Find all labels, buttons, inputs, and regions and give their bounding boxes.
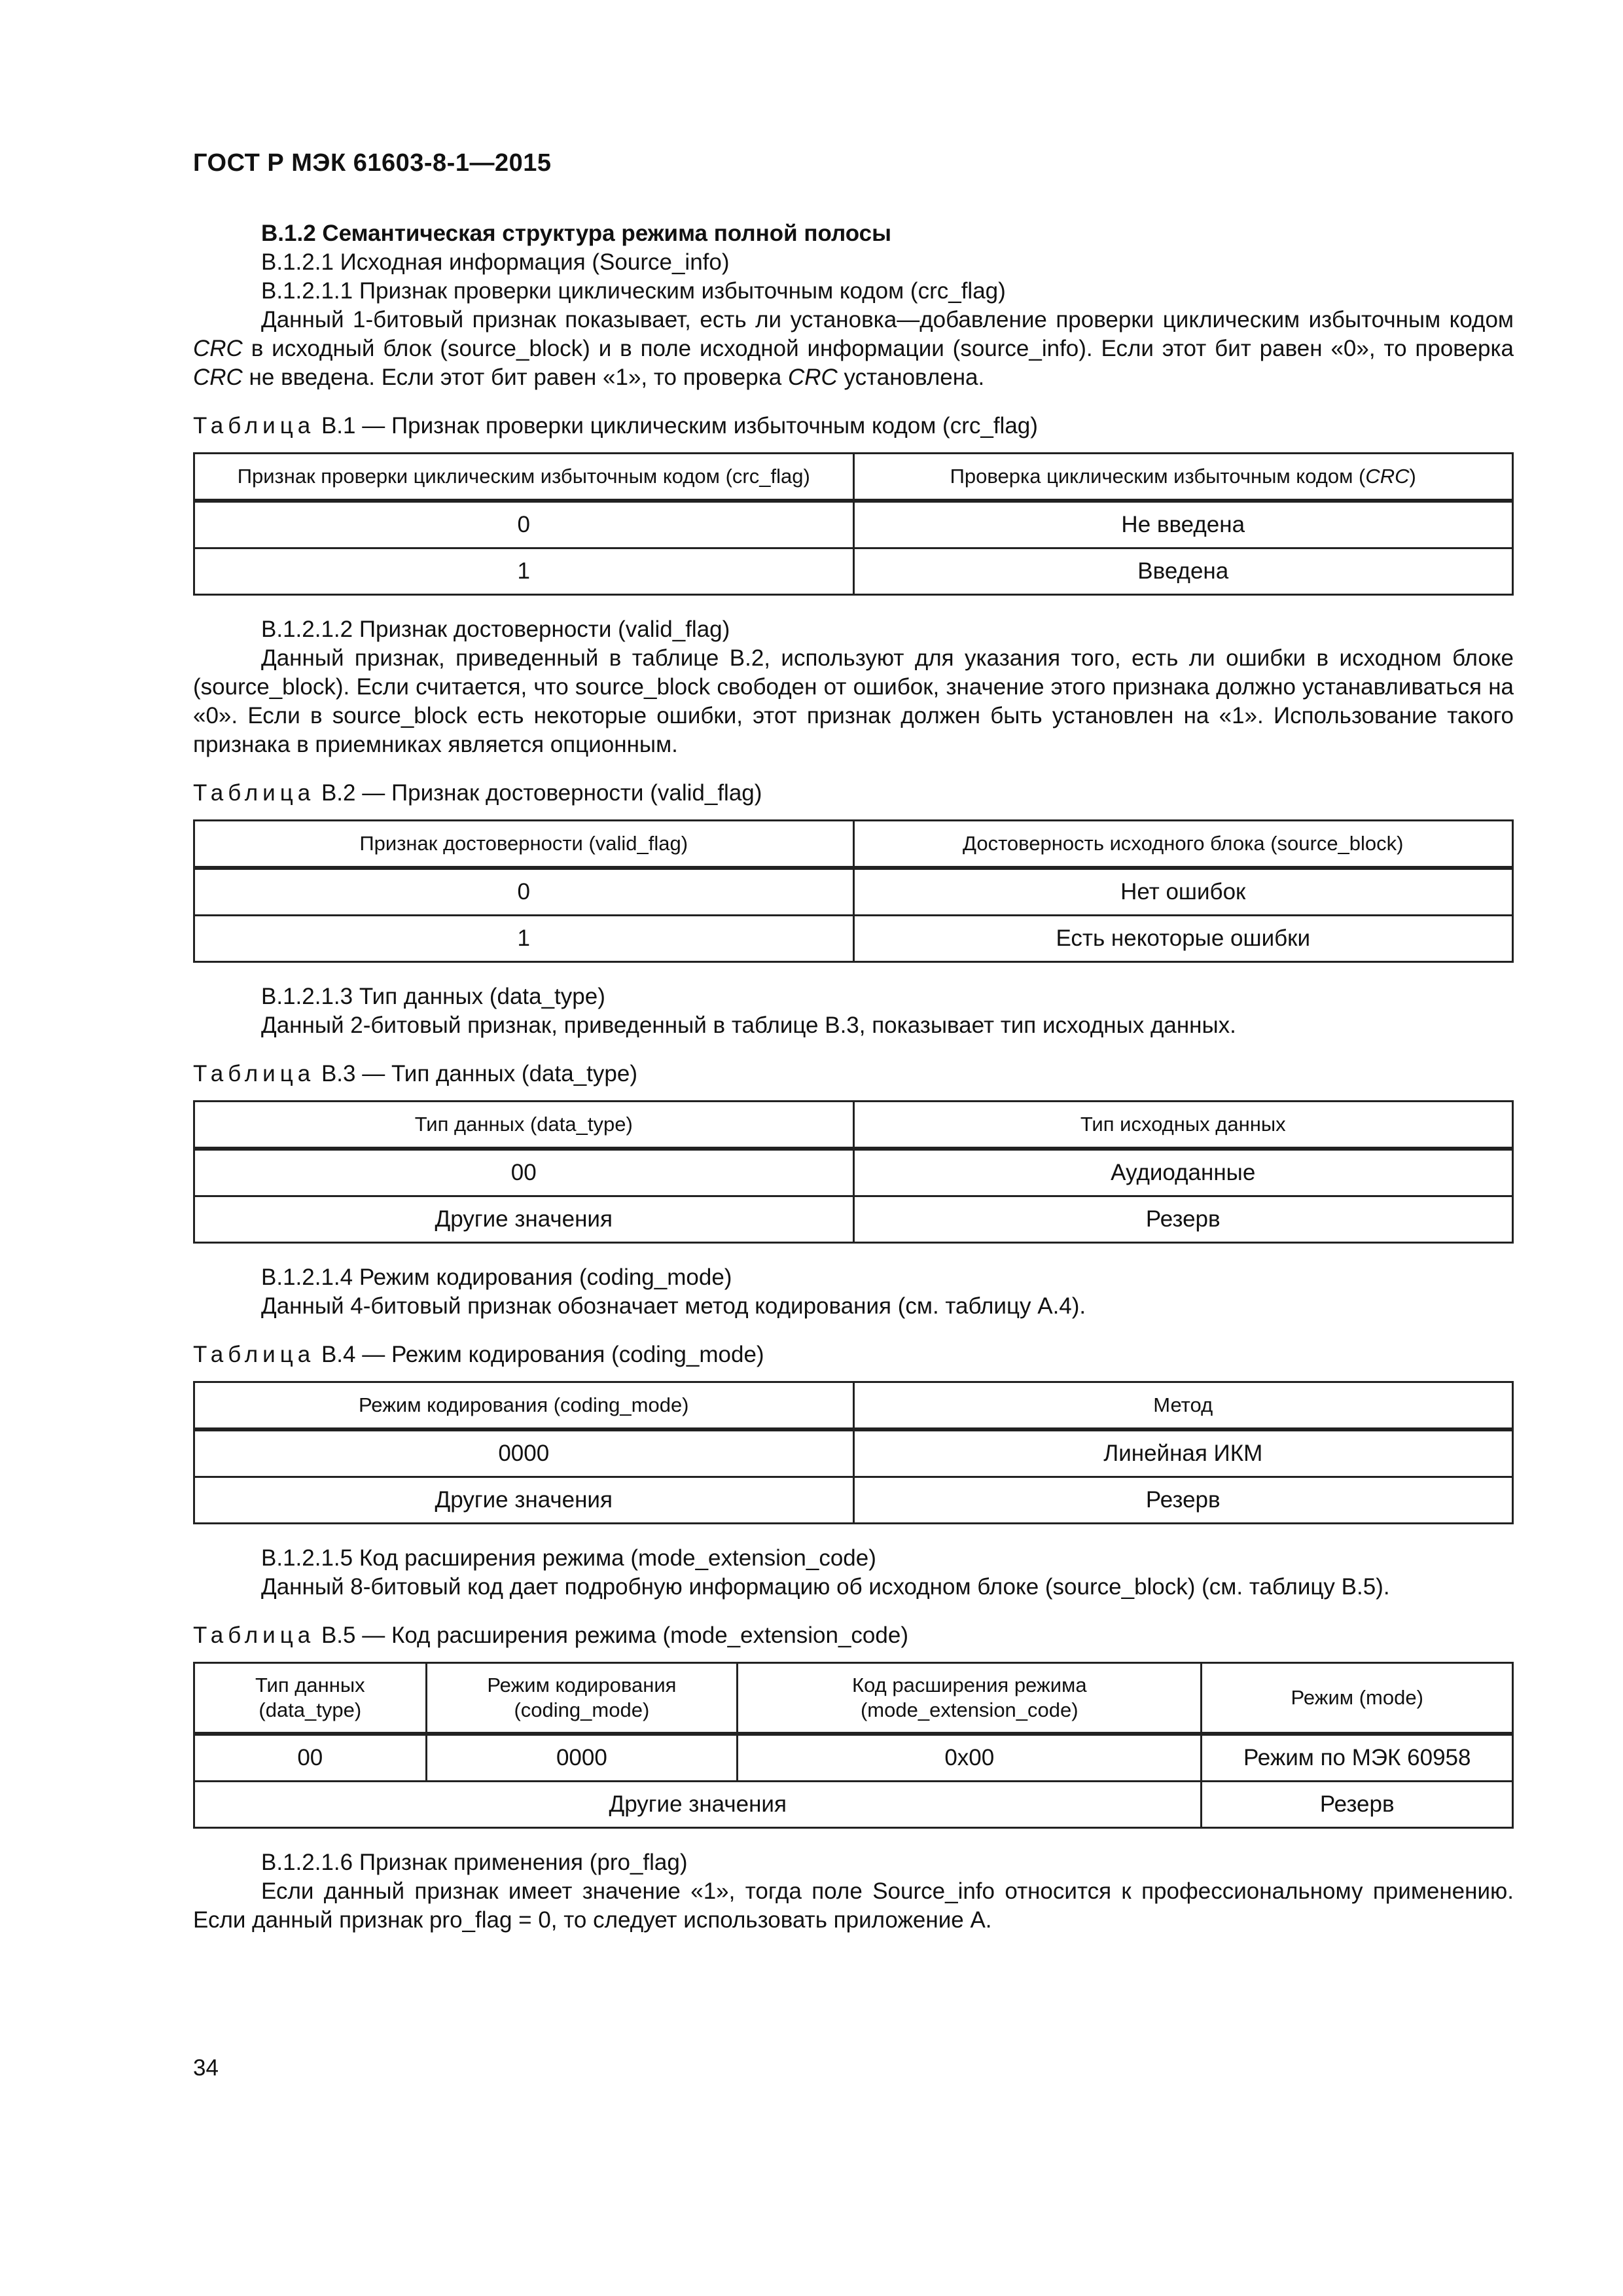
table-cell: 0x00 (738, 1734, 1202, 1782)
body-text: не введена. Если этот бит равен «1», то проверка (242, 365, 788, 390)
table-header-cell (426, 1663, 738, 1734)
table-caption-b3 (193, 1060, 1514, 1088)
clause-body-coding-mode: Данный 4-битовый признак обозначает метод кодирования (см. таблицу А.4). (261, 1293, 1086, 1319)
table-b4 (193, 1381, 1514, 1524)
header-text: (data_type) (259, 1698, 362, 1721)
table-header-cell: Признак достоверности (valid_flag) (194, 821, 854, 869)
table-cell: Линейная ИКМ (853, 1429, 1513, 1477)
table-label: Таблица (193, 1342, 315, 1367)
table-cell: 00 (194, 1734, 427, 1782)
clause-title-data-type: В.1.2.1.3 Тип данных (data_type) (261, 984, 605, 1009)
crc-term: CRC (787, 365, 838, 390)
body-text: в исходный блок (source_block) и в поле исходной информации (source_info). Если этот бит равен «0», то проверка (242, 336, 1514, 361)
table-label: Таблица (193, 1623, 315, 1648)
table-header-row (194, 821, 1513, 869)
clause-body-data-type: Данный 2-битовый признак, приведенный в таблице В.3, показывает тип исходных данных. (261, 1013, 1236, 1038)
table-b2 (193, 819, 1514, 963)
header-text: Код расширения режима (852, 1674, 1087, 1696)
clause-body-pro-flag: Если данный признак имеет значение «1», тогда поле Source_info относится к профессиональному применению. Если данный признак pro_flag = 0, то следует использовать приложение А. (193, 1878, 1514, 1933)
table-header-cell: Тип исходных данных (853, 1102, 1513, 1149)
table-header-row (194, 1663, 1513, 1734)
clause-title-mode-extension: В.1.2.1.5 Код расширения режима (mode_extension_code) (261, 1545, 876, 1571)
clause-title-coding-mode: В.1.2.1.4 Режим кодирования (coding_mode) (261, 1265, 732, 1290)
table-row (194, 1782, 1513, 1828)
table-row (194, 1734, 1513, 1782)
clause-body-mode-extension: Данный 8-битовый код дает подробную информацию об исходном блоке (source_block) (см. таблицу В.5). (261, 1574, 1390, 1600)
table-cell: Резерв (853, 1477, 1513, 1524)
table-caption-text: В.3 — Тип данных (data_type) (315, 1061, 637, 1086)
section-title: В.1.2 Семантическая структура режима полной полосы (261, 221, 892, 246)
standard-header: ГОСТ Р МЭК 61603-8-1—2015 (193, 149, 552, 177)
table-cell: Другие значения (194, 1477, 854, 1524)
table-header-cell: Режим кодирования (coding_mode) (194, 1382, 854, 1430)
table-cell: 1 (194, 916, 854, 962)
body-text: Данный 1-битовый признак показывает, есть ли установка—добавление проверки циклическим избыточным кодом (261, 307, 1514, 332)
table-cell: Не введена (853, 501, 1513, 548)
table-cell: Резерв (1202, 1782, 1513, 1828)
table-cell: 0 (194, 501, 854, 548)
table-header-cell: Метод (853, 1382, 1513, 1430)
table-cell: 00 (194, 1149, 854, 1196)
table-caption-text: В.4 — Режим кодирования (coding_mode) (315, 1342, 764, 1367)
clause-title-crc-flag: В.1.2.1.1 Признак проверки циклическим избыточным кодом (crc_flag) (261, 278, 1006, 304)
table-cell: Аудиоданные (853, 1149, 1513, 1196)
table-cell: Нет ошибок (853, 868, 1513, 916)
table-row (194, 548, 1513, 595)
table-cell: 0000 (426, 1734, 738, 1782)
table-caption-text: В.5 — Код расширения режима (mode_extension_code) (315, 1623, 908, 1648)
table-label: Таблица (193, 413, 315, 439)
table-label: Таблица (193, 1061, 315, 1086)
table-cell: Другие значения (194, 1196, 854, 1243)
table-header-row (194, 454, 1513, 501)
page-number: 34 (193, 2055, 219, 2081)
clause-body-crc-flag (193, 306, 1514, 392)
table-caption-b4 (193, 1340, 1514, 1369)
table-cell: 1 (194, 548, 854, 595)
table-cell: Есть некоторые ошибки (853, 916, 1513, 962)
subsection-title: В.1.2.1 Исходная информация (Source_info) (261, 249, 730, 275)
table-header-cell (194, 1663, 427, 1734)
table-header-cell (738, 1663, 1202, 1734)
table-header-row (194, 1382, 1513, 1430)
header-text: ) (1409, 465, 1416, 488)
table-cell: Введена (853, 548, 1513, 595)
header-text: (mode_extension_code) (860, 1698, 1079, 1721)
table-row (194, 1477, 1513, 1524)
header-text: (coding_mode) (514, 1698, 650, 1721)
table-header-cell: Признак проверки циклическим избыточным кодом (crc_flag) (194, 454, 854, 501)
page-content (193, 219, 1514, 1935)
table-cell: 0000 (194, 1429, 854, 1477)
table-row (194, 501, 1513, 548)
table-b5 (193, 1662, 1514, 1829)
crc-term: CRC (193, 365, 243, 390)
table-header-cell: Достоверность исходного блока (source_block) (853, 821, 1513, 869)
clause-title-pro-flag: В.1.2.1.6 Признак применения (pro_flag) (261, 1850, 688, 1875)
table-cell: Резерв (853, 1196, 1513, 1243)
table-caption-text: В.2 — Признак достоверности (valid_flag) (315, 780, 762, 806)
table-row (194, 1149, 1513, 1196)
table-caption-b5 (193, 1621, 1514, 1650)
table-caption-text: В.1 — Признак проверки циклическим избыточным кодом (crc_flag) (315, 413, 1038, 439)
crc-term: CRC (1365, 465, 1410, 488)
crc-term: CRC (193, 336, 243, 361)
table-cell: Режим по МЭК 60958 (1202, 1734, 1513, 1782)
table-header-cell: Тип данных (data_type) (194, 1102, 854, 1149)
header-text: Проверка циклическим избыточным кодом ( (950, 465, 1366, 488)
table-b3 (193, 1100, 1514, 1244)
table-row (194, 916, 1513, 962)
table-header-cell (853, 454, 1513, 501)
table-row (194, 1196, 1513, 1243)
table-header-row (194, 1102, 1513, 1149)
table-caption-b2 (193, 779, 1514, 808)
table-label: Таблица (193, 780, 315, 806)
header-text: Режим кодирования (487, 1674, 677, 1696)
clause-body-valid-flag: Данный признак, приведенный в таблице В.2, используют для указания того, есть ли ошибки в исходном блоке (source_block). Если считается, что source_block свободен от ошибок, значение этого признака должно устанавливаться на «0». Если в source_block есть некоторые ошибки, этот признак должен быть установлен на «1». Использование такого признака в приемниках является опционным. (193, 645, 1514, 757)
header-text: Тип данных (255, 1674, 365, 1696)
table-caption-b1 (193, 412, 1514, 440)
clause-title-valid-flag: В.1.2.1.2 Признак достоверности (valid_flag) (261, 617, 730, 642)
table-cell: 0 (194, 868, 854, 916)
table-row (194, 1429, 1513, 1477)
table-cell: Другие значения (194, 1782, 1202, 1828)
table-row (194, 868, 1513, 916)
table-b1 (193, 452, 1514, 596)
body-text: установлена. (837, 365, 985, 390)
table-header-cell: Режим (mode) (1202, 1663, 1513, 1734)
